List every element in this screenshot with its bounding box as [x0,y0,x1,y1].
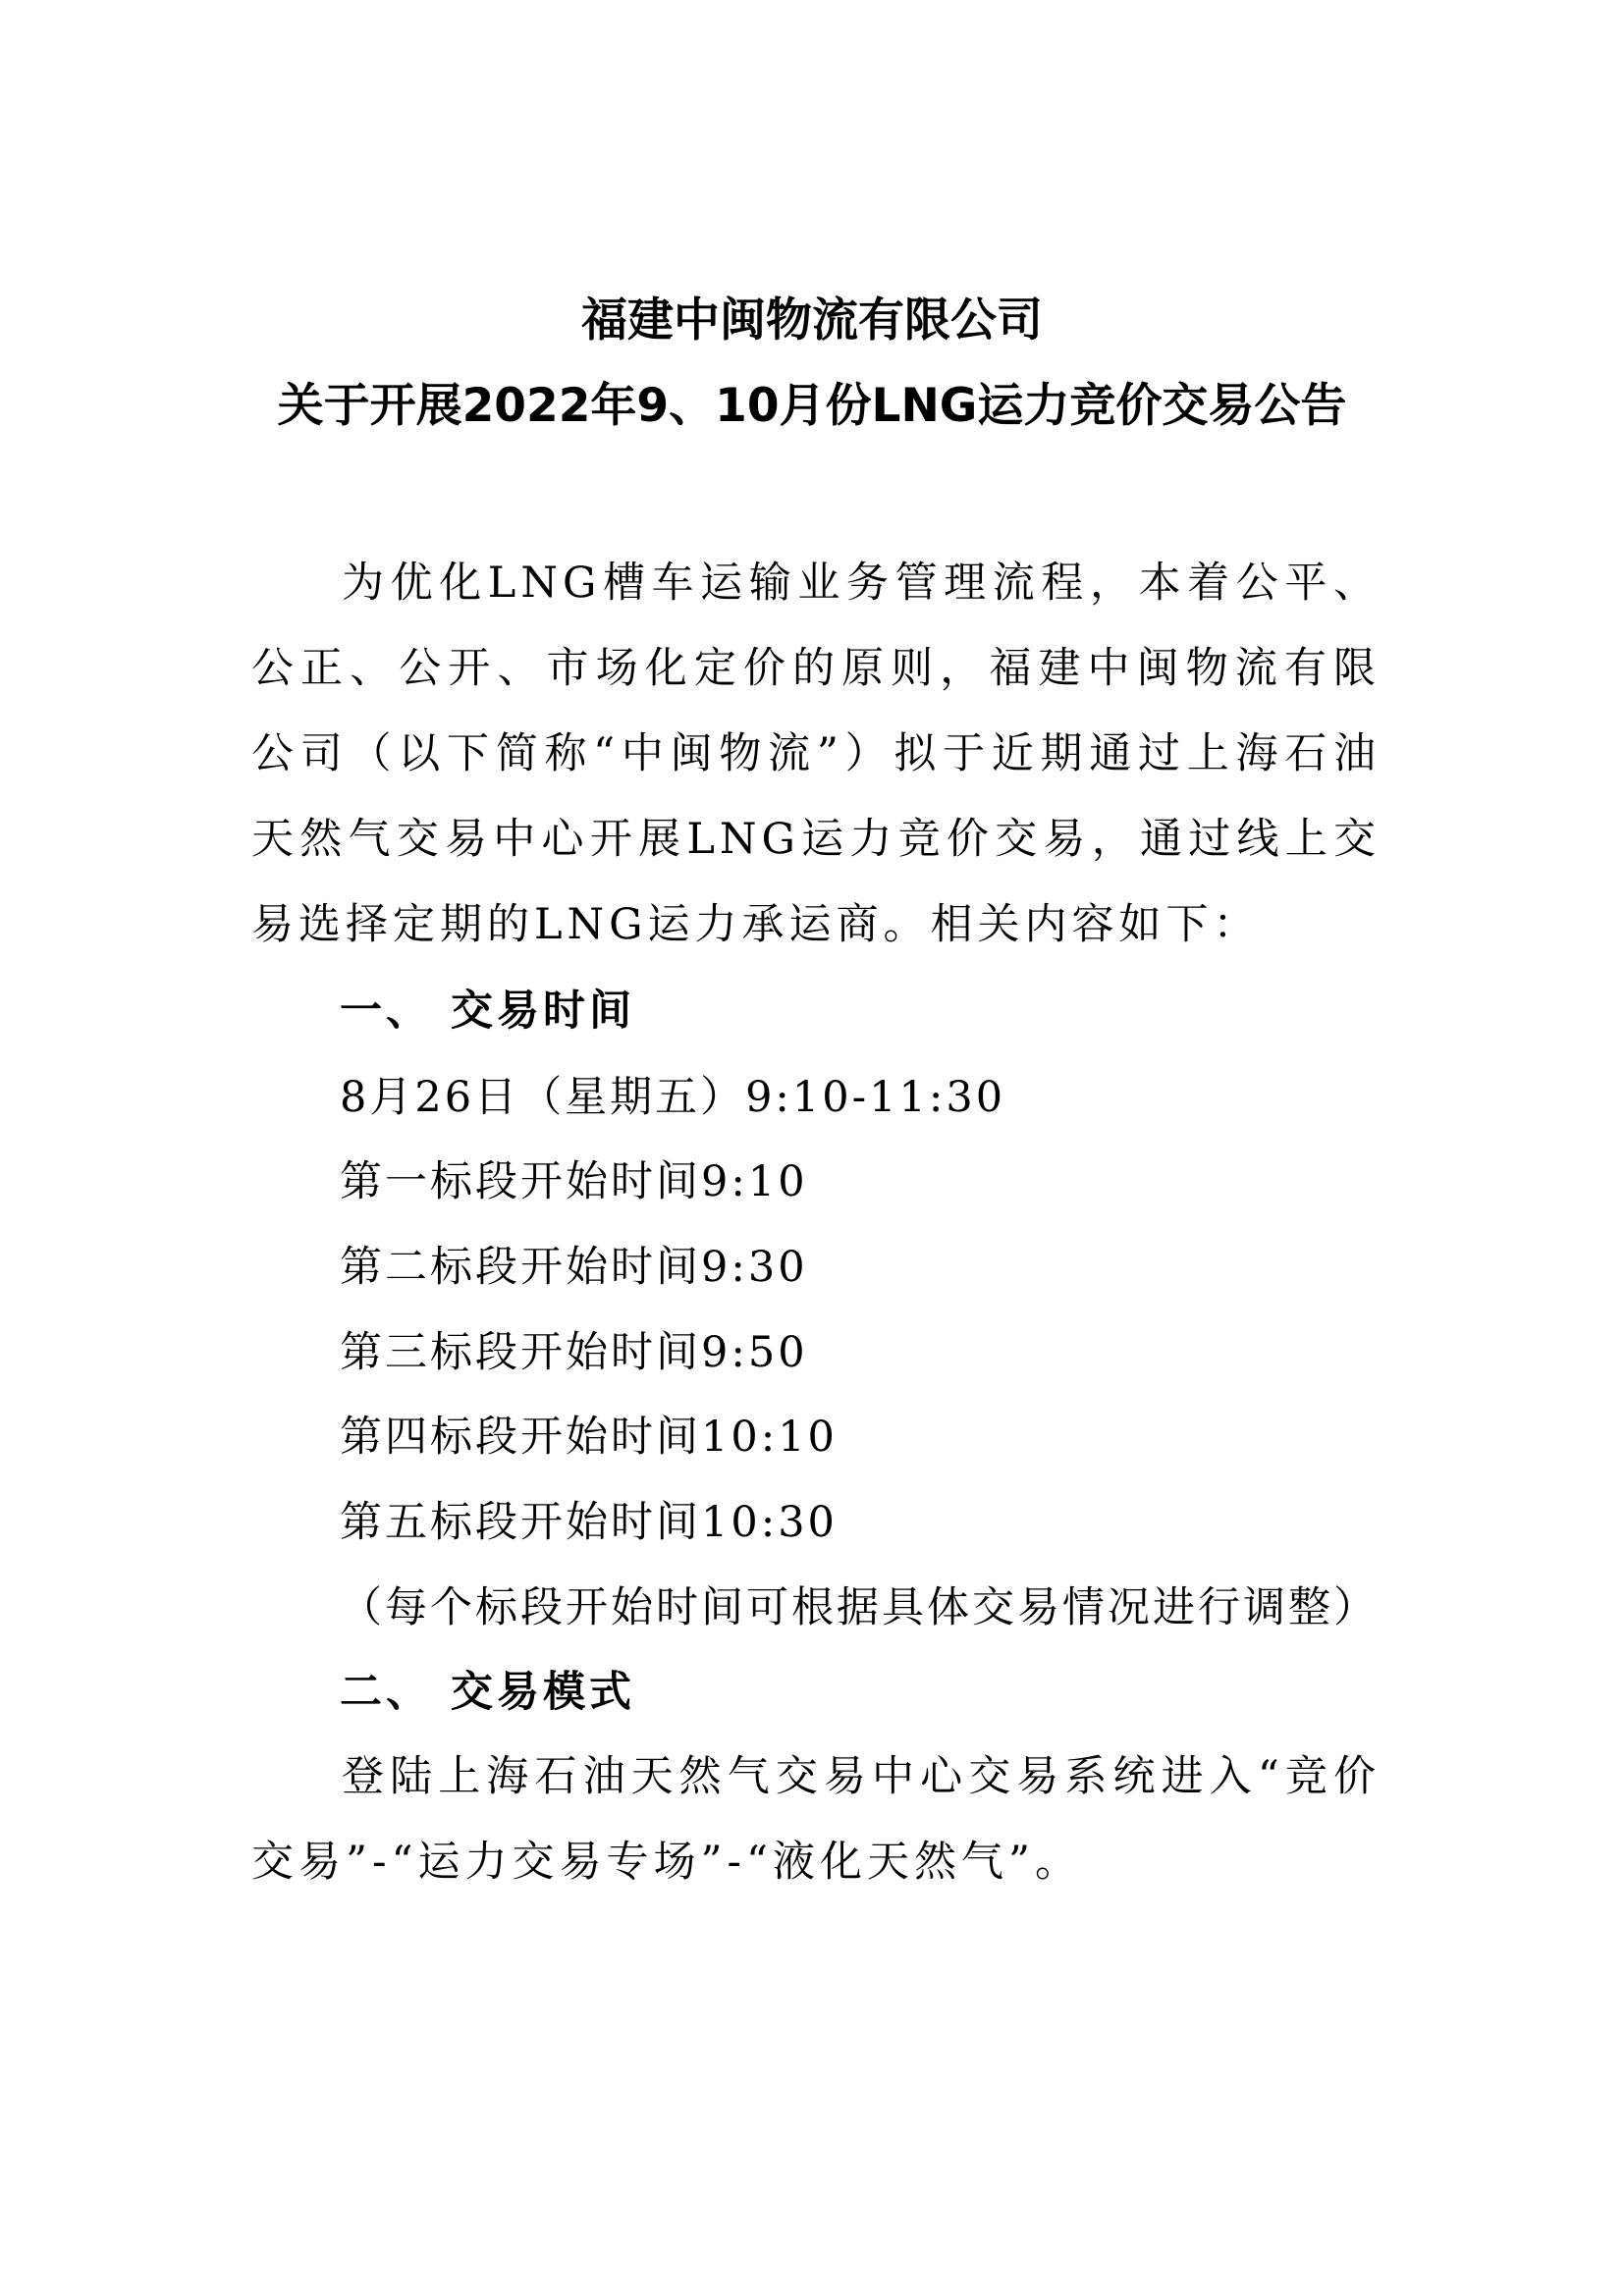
intro-paragraph: 为优化LNG槽车运输业务管理流程，本着公平、公正、公开、市场化定价的原则，福建中闽物流有限公司（以下简称“中闽物流”）拟于近期通过上海石油天然气交易中心开展LNG运力竞价交易，通过线上交易选择定期的LNG运力承运商。相关内容如下： [251,559,1380,949]
document-title-subject: 关于开展2022年9、10月份LNG运力竞价交易公告 [277,379,1347,433]
section-heading-trading-time: 一、 交易时间 [340,987,635,1036]
section-heading-trading-mode: 二、 交易模式 [340,1668,635,1717]
segment-start-time: 第二标段开始时间9:30 [340,1243,808,1292]
segment-start-time: 第五标段开始时间10:30 [340,1498,838,1547]
segment-start-time: 第一标段开始时间9:10 [340,1157,808,1206]
trading-mode-paragraph: 登陆上海石油天然气交易中心交易系统进入“竞价交易”-“运力交易专场”-“液化天然气”。 [251,1752,1380,1887]
segment-start-time: 第四标段开始时间10:10 [340,1413,838,1462]
adjustment-note: （每个标段开始时间可根据具体交易情况进行调整） [340,1583,1379,1632]
trading-date-line: 8月26日（星期五）9:10-11:30 [340,1073,1006,1122]
document-title-company: 福建中闽物流有限公司 [581,294,1043,347]
segment-start-time: 第三标段开始时间9:50 [340,1328,808,1377]
